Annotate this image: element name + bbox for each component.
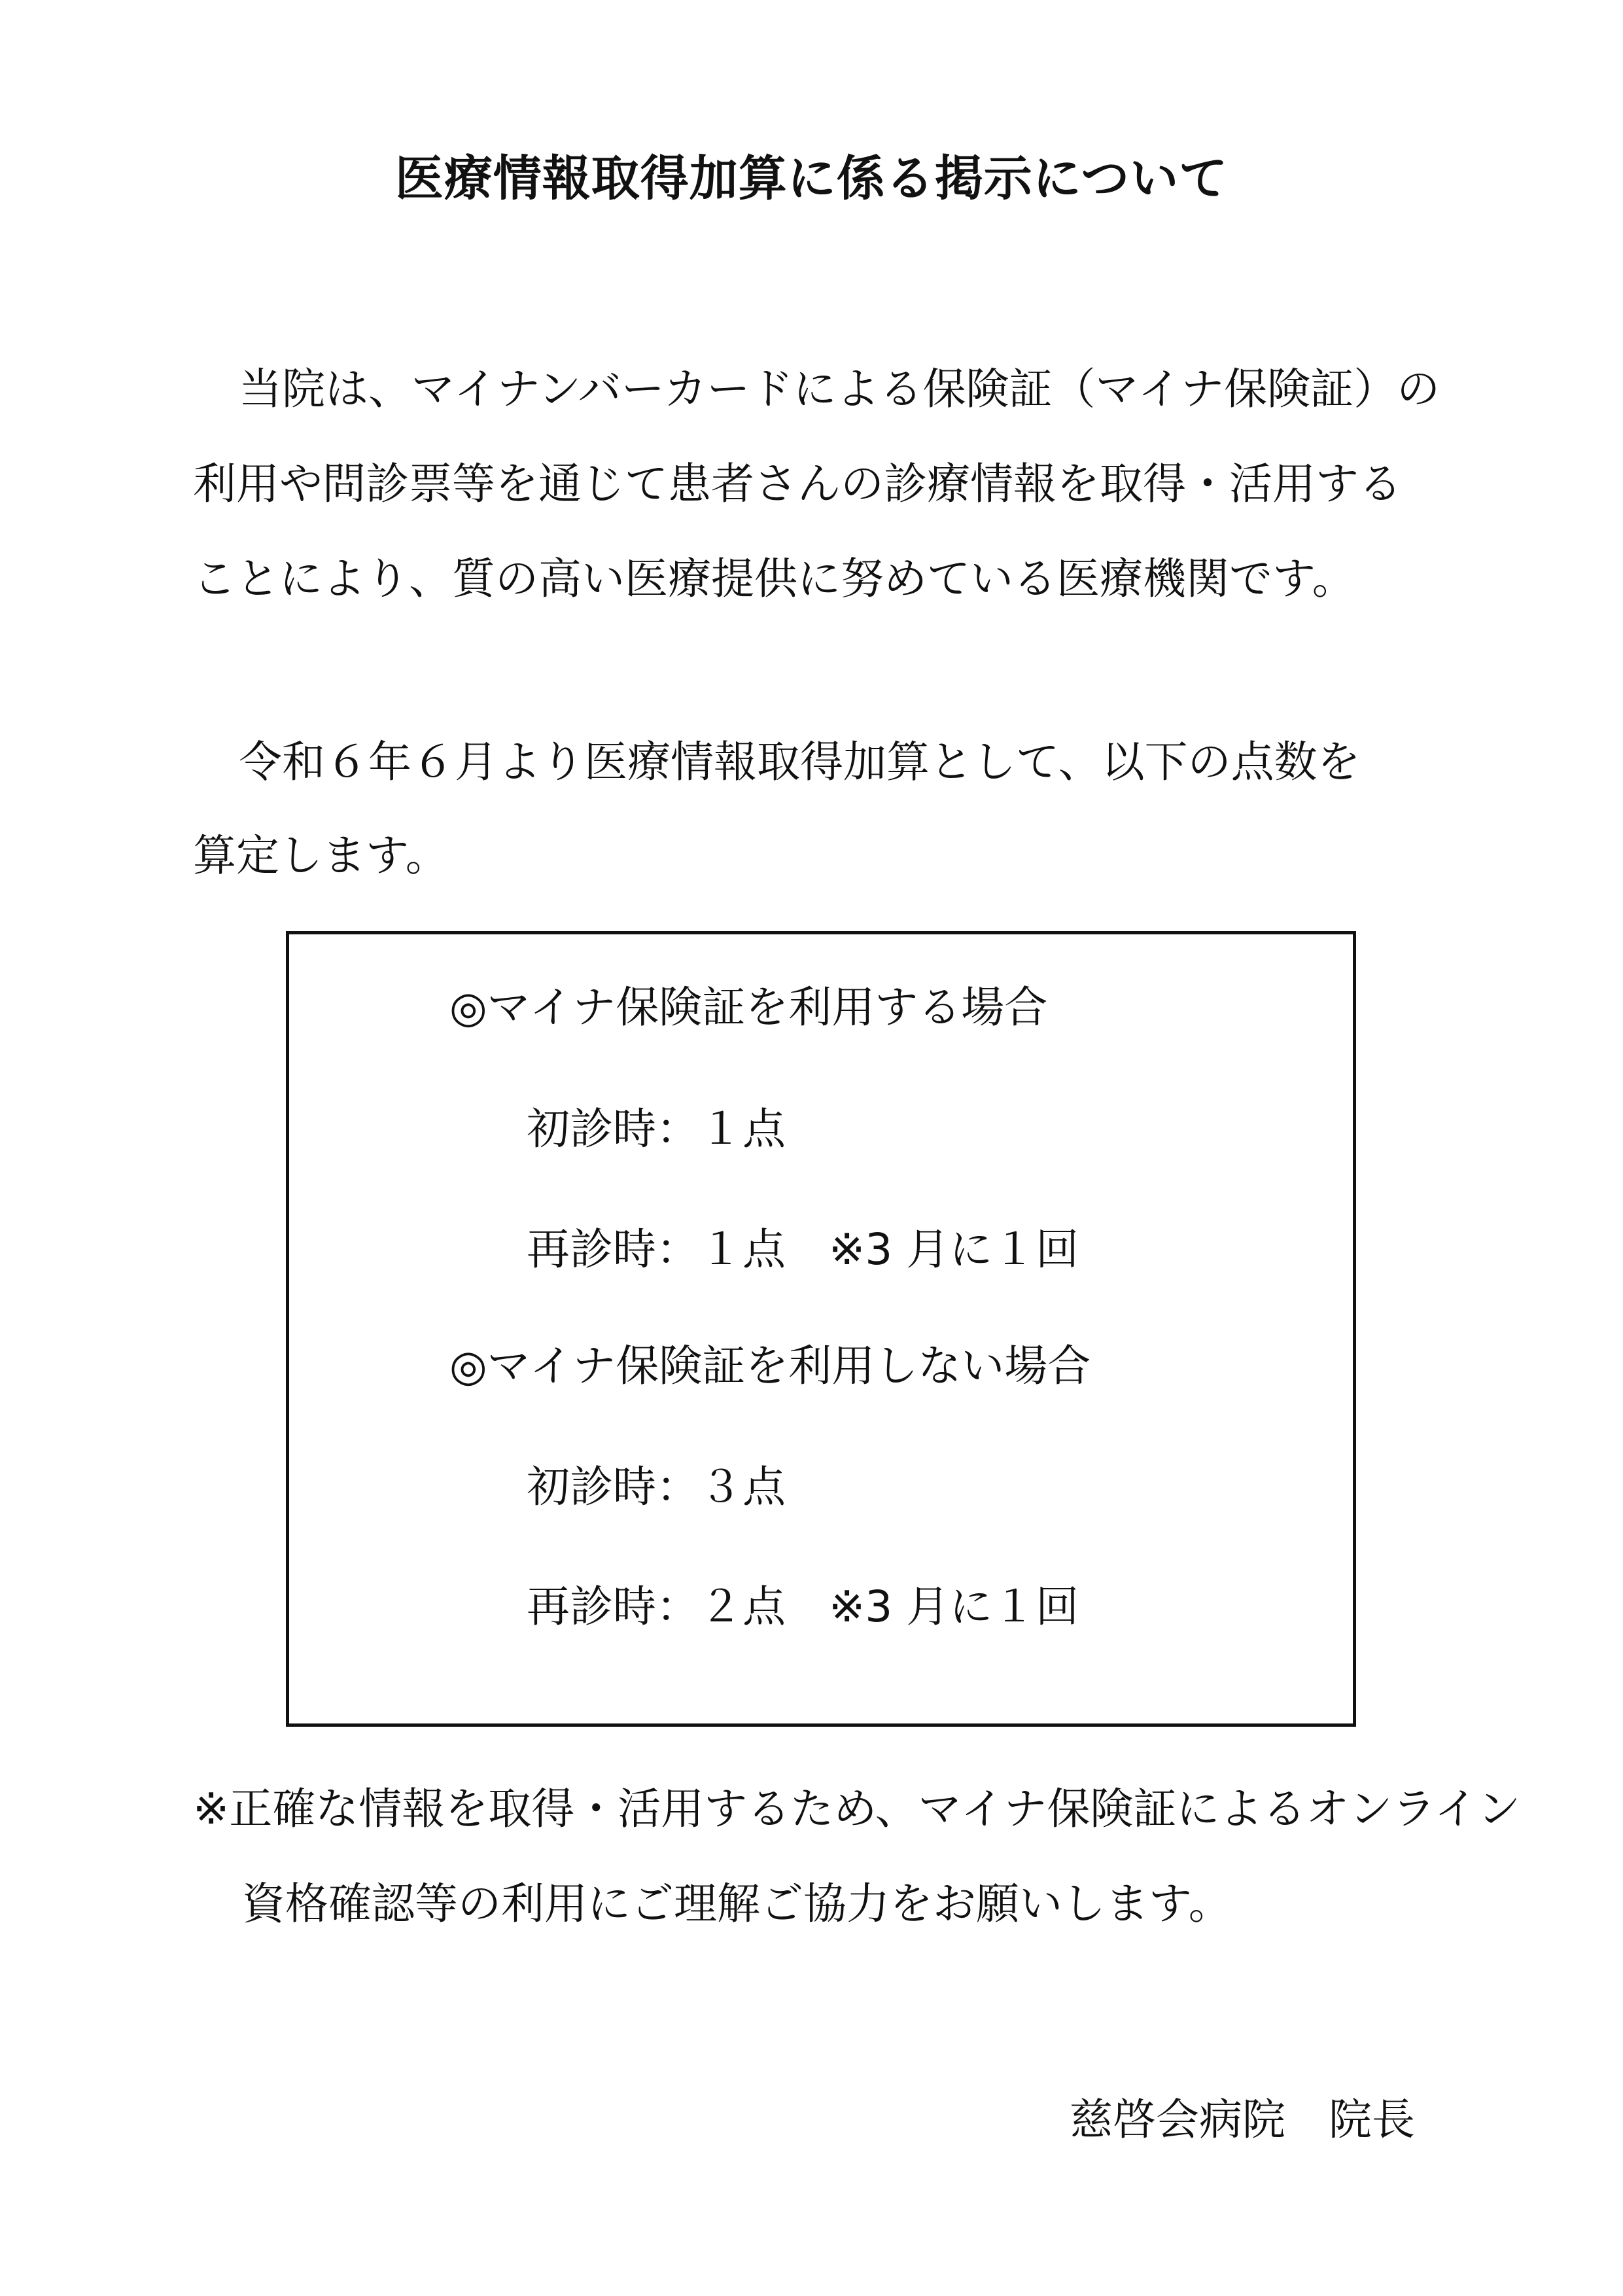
notice-line-1: 令和６年６月より医療情報取得加算として、以下の点数を [239,737,1361,787]
footnote-line-1: ※正確な情報を取得・活用するため、マイナ保険証によるオンライン [193,1784,1521,1834]
intro-line-2: 利用や問診票等を通じて患者さんの診療情報を取得・活用する [193,459,1402,509]
with-card-first-visit: 初診時：１点 [527,1104,786,1154]
page-title: 医療情報取得加算に係る掲示について [394,150,1229,207]
points-box [286,931,1356,1727]
with-card-revisit: 再診時：１点 ※3 月に１回 [527,1224,1079,1275]
intro-line-3: ことにより、質の高い医療提供に努めている医療機関です。 [193,554,1355,604]
intro-line-1: 当院は、マイナンバーカードによる保険証（マイナ保険証）の [239,364,1440,414]
footnote-line-2: 資格確認等の利用にご理解ご協力をお願いします。 [242,1879,1232,1929]
notice-line-2: 算定します。 [193,830,449,881]
with-card-heading: ◎マイナ保険証を利用する場合 [449,982,1048,1033]
without-card-revisit: 再診時：２点 ※3 月に１回 [527,1581,1079,1632]
without-card-first-visit: 初診時：３点 [527,1462,786,1512]
signature: 慈啓会病院 院長 [1070,2094,1415,2145]
without-card-heading: ◎マイナ保険証を利用しない場合 [449,1341,1091,1391]
